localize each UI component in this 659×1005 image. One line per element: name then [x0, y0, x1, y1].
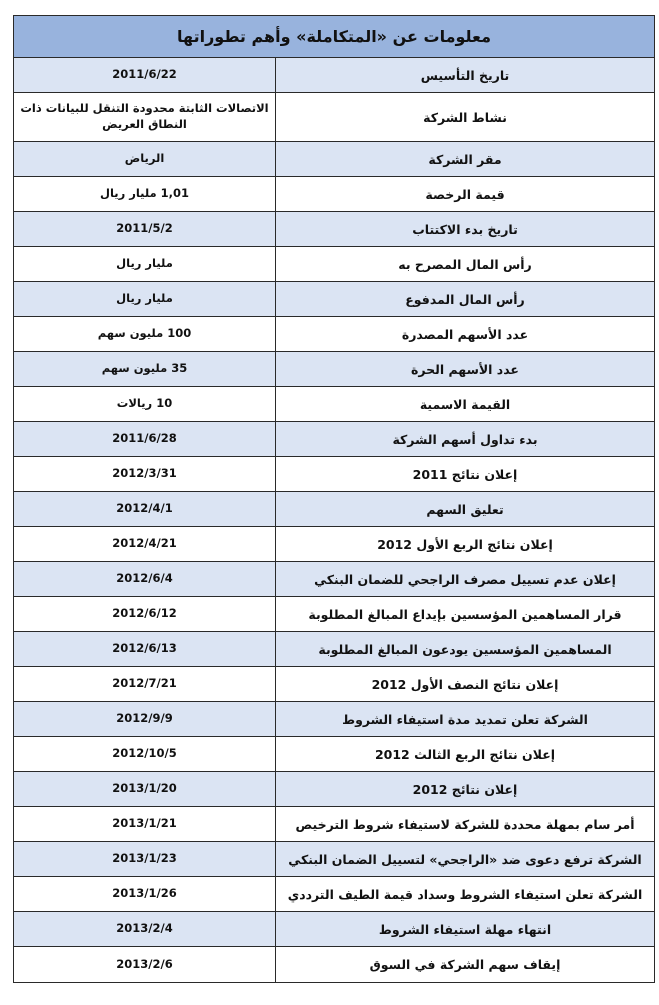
table-row — [14, 177, 654, 212]
row-value: مليار ريال — [14, 247, 276, 281]
row-label: أمر سام بمهلة محددة للشركة لاستيفاء شروط الترخيص — [295, 816, 635, 832]
row-label: نشاط الشركة — [423, 109, 507, 125]
row-value: الرياض — [14, 142, 276, 176]
row-value: الاتصالات الثابتة محدودة التنقل للبيانات ذات النطاق العريض — [14, 93, 276, 141]
row-label: رأس المال المصرح به — [398, 256, 532, 272]
table-row — [14, 667, 654, 702]
row-value: 2012/6/13 — [14, 632, 276, 666]
row-value: 2012/4/21 — [14, 527, 276, 561]
table-body — [14, 58, 654, 982]
table-row — [14, 597, 654, 632]
row-label: عدد الأسهم الحرة — [411, 361, 519, 377]
row-value: 2011/6/28 — [14, 422, 276, 456]
row-label: انتهاء مهلة استيفاء الشروط — [378, 921, 552, 937]
row-value: 2012/4/1 — [14, 492, 276, 526]
row-label: تاريخ بدء الاكتتاب — [412, 221, 518, 237]
row-value: 2012/10/5 — [14, 737, 276, 771]
company-info-table — [13, 15, 655, 983]
row-value: 10 ريالات — [14, 387, 276, 421]
table-row — [14, 93, 654, 142]
row-label: الشركة ترفع دعوى ضد «الراجحي» لتسييل الضمان البنكي — [288, 851, 642, 867]
table-row — [14, 947, 654, 982]
row-label: الشركة تعلن استيفاء الشروط وسداد قيمة الطيف الترددي — [287, 886, 643, 902]
row-value: 2011/6/22 — [14, 58, 276, 92]
table-row — [14, 772, 654, 807]
row-label: عدد الأسهم المصدرة — [401, 326, 529, 342]
row-value: 100 مليون سهم — [14, 317, 276, 351]
row-label: بدء تداول أسهم الشركة — [392, 431, 538, 447]
table-row — [14, 527, 654, 562]
row-value: 2012/7/21 — [14, 667, 276, 701]
table-row — [14, 912, 654, 947]
table-row — [14, 58, 654, 93]
table-row — [14, 562, 654, 597]
row-value: 2013/1/23 — [14, 842, 276, 876]
table-row — [14, 702, 654, 737]
row-label: إعلان نتائج 2011 — [412, 466, 518, 482]
row-value: 2013/1/21 — [14, 807, 276, 841]
table-row — [14, 492, 654, 527]
row-value: 2013/1/26 — [14, 877, 276, 911]
table-title: معلومات عن «المتكاملة» وأهم تطوراتها — [14, 16, 654, 58]
row-label: قرار المساهمين المؤسسين بإيداع المبالغ المطلوبة — [308, 606, 622, 622]
row-label: قيمة الرخصة — [425, 186, 505, 202]
row-label: إيقاف سهم الشركة في السوق — [369, 957, 561, 972]
row-label: القيمة الاسمية — [419, 396, 511, 412]
row-value: 1,01 مليار ريال — [14, 177, 276, 211]
table-row — [14, 632, 654, 667]
table-row — [14, 282, 654, 317]
row-label: الشركة تعلن تمديد مدة استيفاء الشروط — [342, 711, 588, 727]
table-row — [14, 422, 654, 457]
row-value: 2012/6/4 — [14, 562, 276, 596]
row-value: مليار ريال — [14, 282, 276, 316]
row-label: إعلان عدم تسييل مصرف الراجحي للضمان البنكي — [314, 571, 616, 587]
table-row — [14, 387, 654, 422]
row-label: المساهمين المؤسسين يودعون المبالغ المطلوبة — [318, 641, 612, 657]
row-value: 2013/1/20 — [14, 772, 276, 806]
row-value: 2012/6/12 — [14, 597, 276, 631]
row-value: 2012/9/9 — [14, 702, 276, 736]
row-label: إعلان نتائج النصف الأول 2012 — [371, 676, 559, 692]
table-row — [14, 142, 654, 177]
table-row — [14, 352, 654, 387]
table-row — [14, 317, 654, 352]
row-label: إعلان نتائج 2012 — [412, 781, 518, 797]
table-row — [14, 212, 654, 247]
row-value: 2013/2/4 — [14, 912, 276, 946]
table-row — [14, 842, 654, 877]
table-row — [14, 457, 654, 492]
row-label: إعلان نتائج الربع الأول 2012 — [377, 536, 553, 552]
row-value: 2011/5/2 — [14, 212, 276, 246]
row-label: تاريخ التأسيس — [420, 67, 510, 83]
row-label: تعليق السهم — [426, 501, 504, 517]
row-value: 2012/3/31 — [14, 457, 276, 491]
table-row — [14, 877, 654, 912]
row-label: مقر الشركة — [428, 151, 502, 167]
row-value: 2013/2/6 — [14, 947, 276, 982]
row-label: رأس المال المدفوع — [405, 291, 525, 307]
row-label: إعلان نتائج الربع الثالث 2012 — [374, 746, 556, 762]
table-row — [14, 807, 654, 842]
row-value: 35 مليون سهم — [14, 352, 276, 386]
table-row — [14, 737, 654, 772]
table-row — [14, 247, 654, 282]
